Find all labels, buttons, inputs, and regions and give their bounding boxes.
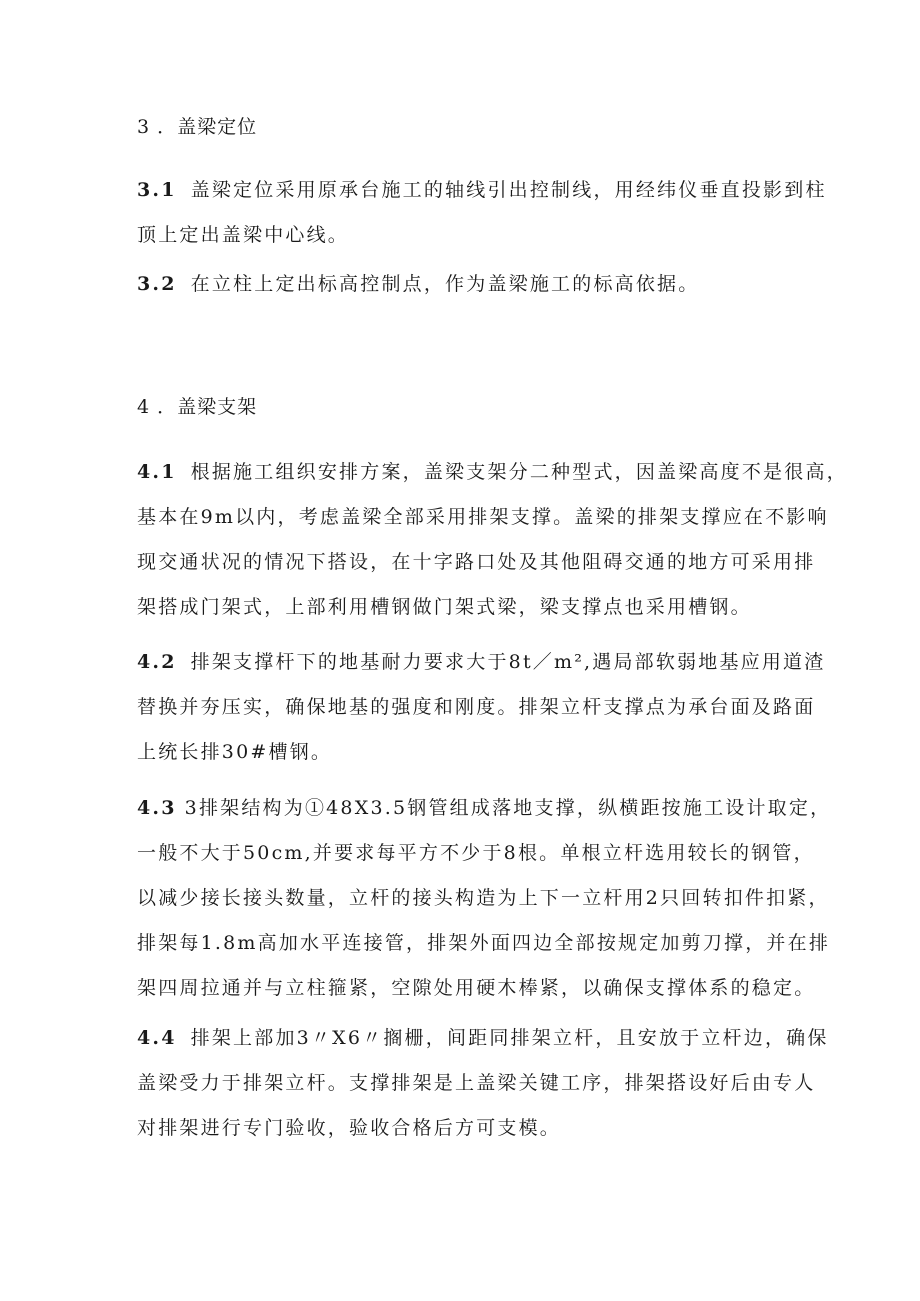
- paragraph-number: 4.2: [137, 651, 177, 673]
- paragraph-number: 4.1: [137, 461, 177, 483]
- paragraph-3-2: [137, 262, 797, 307]
- section-3-heading: 3 ．盖梁定位: [137, 116, 258, 138]
- paragraph-text: 根据施工组织安排方案，盖梁支架分二种型式，因盖梁高度不是很高，: [190, 461, 848, 483]
- paragraph-number: 3.1: [137, 179, 177, 201]
- section-4-heading: 4 ．盖梁支架: [137, 396, 258, 418]
- paragraph-text: 排架支撑杆下的地基耐力要求大于8t／m²,遇局部软弱地基应用道渣: [190, 651, 826, 673]
- paragraph-line: 替换并夯压实，确保地基的强度和刚度。排架立杆支撑点为承台面及路面: [137, 696, 816, 718]
- paragraph-line: 一般不大于50cm,并要求每平方不少于8根。单根立杆选用较长的钢管，: [137, 842, 815, 864]
- paragraph-line: 上统长排30#槽钢。: [137, 741, 333, 763]
- paragraph-4-2: [137, 640, 826, 775]
- paragraph-text: 盖梁定位采用原承台施工的轴线引出控制线，用经纬仪垂直投影到柱: [190, 179, 827, 201]
- paragraph-3-1: [137, 168, 827, 258]
- paragraph-line: 顶上定出盖梁中心线。: [137, 224, 350, 246]
- paragraph-text: 在立柱上定出标高控制点，作为盖梁施工的标高依据。: [190, 273, 700, 295]
- paragraph-line: 对排架进行专门验收，验收合格后方可支模。: [137, 1117, 562, 1139]
- paragraph-number: 3.2: [137, 273, 177, 295]
- paragraph-line: [137, 640, 826, 685]
- paragraph-line: [137, 1016, 829, 1061]
- paragraph-line: 以减少接长接头数量，立杆的接头构造为上下一立杆用2只回转扣件扣紧，: [137, 887, 830, 909]
- paragraph-4-3: [137, 786, 832, 1011]
- paragraph-line: [137, 168, 827, 213]
- paragraph-line: 架搭成门架式，上部利用槽钢做门架式梁，梁支撑点也采用槽钢。: [137, 596, 752, 618]
- paragraph-text: 3排架结构为①48X3.5钢管组成落地支撑，纵横距按施工设计取定，: [184, 797, 832, 819]
- paragraph-number: 4.4: [137, 1027, 177, 1049]
- paragraph-4-4: [137, 1016, 829, 1151]
- paragraph-line: [137, 786, 832, 831]
- paragraph-line: [137, 450, 848, 495]
- paragraph-line: [137, 262, 797, 307]
- paragraph-4-1: [137, 450, 848, 630]
- paragraph-number: 4.3: [137, 797, 177, 819]
- paragraph-text: 排架上部加3〃X6〃搁栅，间距同排架立杆，且安放于立杆边，确保: [190, 1027, 829, 1049]
- paragraph-line: 现交通状况的情况下搭设，在十字路口处及其他阻碍交通的地方可采用排: [137, 551, 816, 573]
- paragraph-line: 架四周拉通并与立柱箍紧，空隙处用硬木棒紧，以确保支撑体系的稳定。: [137, 977, 816, 999]
- paragraph-line: 基本在9m以内，考虑盖梁全部采用排架支撑。盖梁的排架支撑应在不影响: [137, 506, 829, 528]
- paragraph-line: 排架每1.8m高加水平连接管，排架外面四边全部按规定加剪刀撑，并在排: [137, 932, 831, 954]
- paragraph-line: 盖梁受力于排架立杆。支撑排架是上盖梁关键工序，排架搭设好后由专人: [137, 1072, 816, 1094]
